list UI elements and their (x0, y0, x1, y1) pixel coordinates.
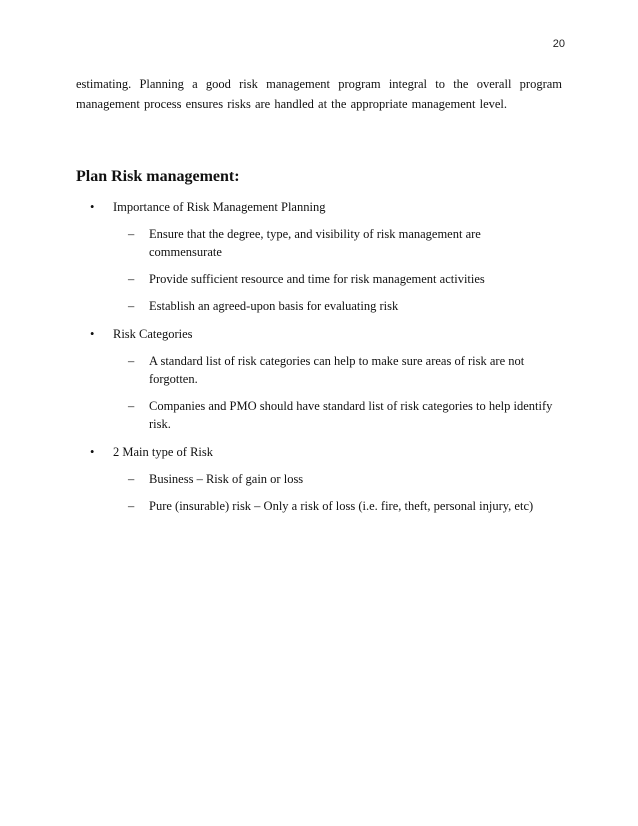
sub-item-text: Provide sufficient resource and time for risk management activities (149, 272, 485, 286)
sub-list (113, 470, 562, 515)
dash-marker: – (128, 472, 135, 486)
intro-paragraph: estimating. Planning a good risk management program integral to the overall program management process ensures risks are handled at the appropriate management level. (76, 77, 562, 111)
sub-item (76, 225, 562, 261)
bullet-item-risk-categories (76, 325, 562, 433)
section-heading: Plan Risk management: (76, 168, 240, 185)
dash-marker: – (128, 499, 135, 513)
bullet-item-importance (76, 198, 562, 315)
sub-item-text: Ensure that the degree, type, and visibility of risk management are commensurate (149, 227, 481, 259)
sub-item (76, 352, 562, 388)
bullet-title: 2 Main type of Risk (113, 445, 213, 459)
sub-item-text: A standard list of risk categories can help to make sure areas of risk are not forgotten. (149, 354, 525, 386)
dash-marker: – (128, 272, 135, 286)
sub-item (76, 297, 562, 315)
sub-item-text: Pure (insurable) risk – Only a risk of loss (i.e. fire, theft, personal injury, etc) (149, 499, 534, 513)
sub-item-text: Business – Risk of gain or loss (149, 472, 304, 486)
bullet-title: Importance of Risk Management Planning (113, 200, 326, 214)
sub-item (76, 270, 562, 288)
bullet-item-main-types (76, 443, 562, 515)
dash-marker: – (128, 399, 135, 413)
dash-marker: – (128, 299, 135, 313)
sub-item (76, 470, 562, 488)
dash-marker: – (128, 354, 135, 368)
bullet-title: Risk Categories (113, 327, 193, 341)
page-number: 20 (552, 38, 565, 50)
bullet-list (76, 198, 562, 525)
sub-item-text: Companies and PMO should have standard list of risk categories to help identify risk. (149, 399, 553, 431)
dash-marker: – (128, 227, 135, 241)
sub-list (113, 225, 562, 315)
sub-list (113, 352, 562, 433)
sub-item-text: Establish an agreed-upon basis for evaluating risk (149, 299, 399, 313)
sub-item (76, 397, 562, 433)
bullet-marker: • (90, 327, 95, 341)
sub-item (76, 497, 562, 515)
bullet-marker: • (90, 200, 95, 214)
bullet-marker: • (90, 445, 95, 459)
